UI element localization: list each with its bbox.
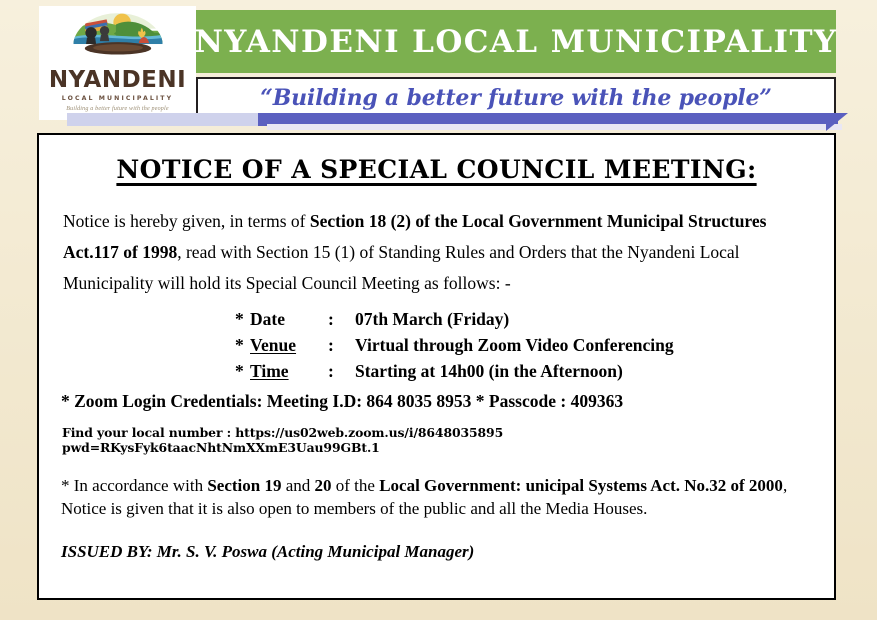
meeting-details-list <box>57 306 816 384</box>
accordance-systems-act: Local Government: unicipal Systems Act. No.32 of 2000 <box>379 476 783 495</box>
detail-label-date: Date <box>250 309 285 329</box>
detail-value-venue: Virtual through Zoom Video Conferencing <box>355 335 674 355</box>
banner-title: NYANDENI LOCAL MUNICIPALITY <box>194 23 838 60</box>
accordance-part2: and <box>281 476 315 495</box>
notice-title: NOTICE OF A SPECIAL COUNCIL MEETING: <box>116 155 757 184</box>
decorative-bar-highlight <box>267 124 842 130</box>
municipality-banner <box>196 10 836 73</box>
public-access-paragraph <box>61 475 816 520</box>
detail-value-date: 07th March (Friday) <box>355 309 510 329</box>
zoom-local-number-line1: Find your local number : https://us02web.zoom.us/i/8648035895 <box>62 425 504 440</box>
detail-label-time <box>250 358 328 384</box>
detail-row-time <box>57 358 816 384</box>
notice-intro-paragraph <box>63 206 816 299</box>
accordance-part1: * In accordance with <box>61 476 208 495</box>
logo-subtitle: LOCAL MUNICIPALITY <box>61 95 174 102</box>
intro-text-part2: , read with Section 15 (1) of Standing Rules and Orders that the Nyandeni Local Municipality will hold its Special Council Meeting as follows: - <box>63 242 740 293</box>
decorative-bar-light <box>67 113 267 126</box>
accordance-part3: of the <box>331 476 380 495</box>
accordance-section-20: 20 <box>314 476 332 495</box>
detail-bullet: * <box>235 309 244 329</box>
logo-tagline: Building a better future with the people <box>66 106 169 112</box>
tagline-text: “Building a better future with the people” <box>260 84 772 111</box>
issued-by-line: ISSUED BY: Mr. S. V. Poswa (Acting Municipal Manager) <box>61 542 475 561</box>
detail-row-venue <box>57 332 816 358</box>
notice-document <box>37 133 836 600</box>
zoom-login-credentials: * Zoom Login Credentials: Meeting I.D: 864 8035 8953 * Passcode : 409363 <box>61 391 624 411</box>
zoom-local-number <box>62 425 816 455</box>
intro-bold-statute: Section 18 (2) of the Local Government Municipal Structures Act.117 of 1998 <box>63 211 767 262</box>
detail-colon: : <box>328 335 334 355</box>
logo-emblem-icon <box>66 10 170 68</box>
intro-text-part1: Notice is hereby given, in terms of <box>63 211 310 231</box>
detail-label-venue <box>250 332 328 358</box>
tagline-box <box>196 77 836 118</box>
zoom-local-number-line2: pwd=RKysFyk6taacNhtNmXXmE3Uau99GBt.1 <box>62 440 380 455</box>
detail-row-date <box>57 306 816 332</box>
page-header <box>0 0 877 133</box>
detail-label-time-underline: Time <box>250 361 289 381</box>
detail-bullet: * <box>235 335 244 355</box>
municipality-logo <box>39 6 196 120</box>
logo-name: NYANDENI <box>48 67 187 93</box>
detail-label-venue-underline: Venue <box>250 335 297 355</box>
accordance-section-19: Section 19 <box>207 476 282 495</box>
detail-colon: : <box>328 309 334 329</box>
detail-bullet: * <box>235 361 244 381</box>
accordance-part4: , Notice is given that it is also open to members of the public and all the Media Houses. <box>61 476 788 518</box>
detail-colon: : <box>328 361 334 381</box>
detail-value-time: Starting at 14h00 (in the Afternoon) <box>355 361 623 381</box>
